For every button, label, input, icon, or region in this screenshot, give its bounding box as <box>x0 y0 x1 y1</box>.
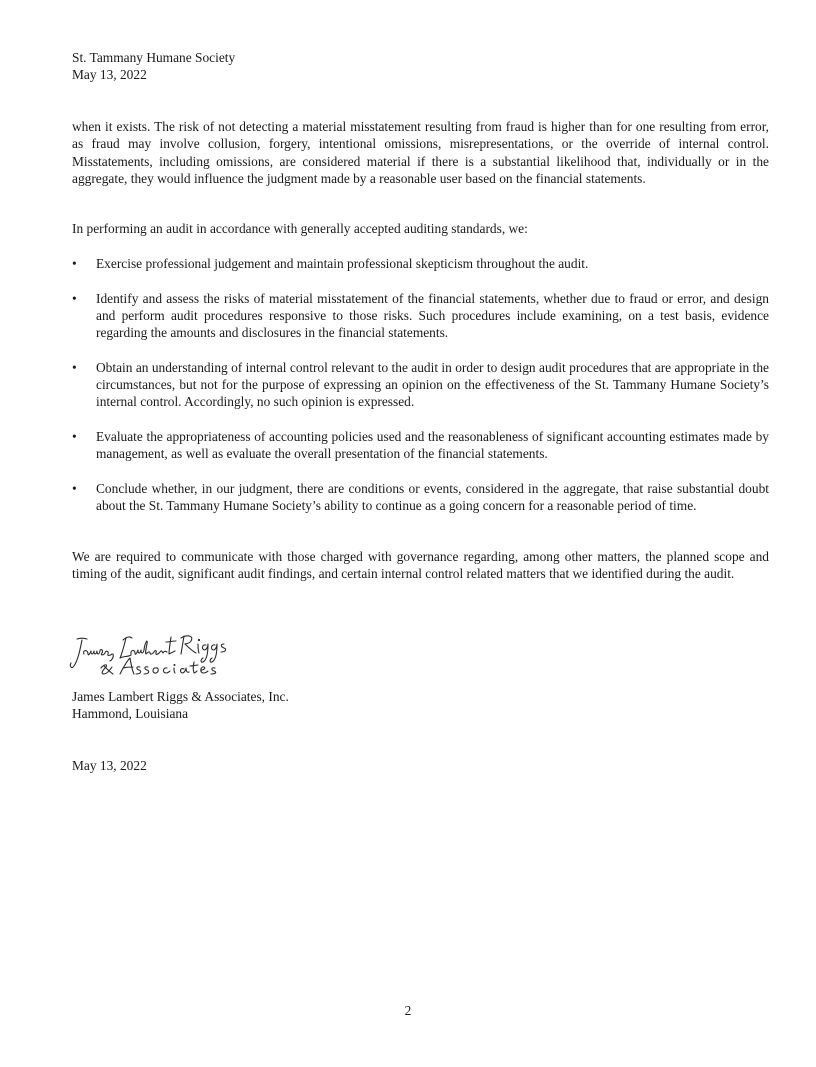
list-item-text: Obtain an understanding of internal control relevant to the audit in order to design audit procedures that are appropriate in the circumstances, but not for the purpose of expressing an opinion on the effectiveness of the St. Tammany Humane Society’s internal control. Accordingly, no such opinion is expressed. <box>96 359 769 410</box>
header-date: May 13, 2022 <box>72 67 147 83</box>
list-item-text: Exercise professional judgement and maintain professional skepticism throughout the audit. <box>96 256 589 271</box>
bullet-icon: • <box>72 428 77 444</box>
organization-name: St. Tammany Humane Society <box>72 50 236 65</box>
bullet-icon: • <box>72 480 77 496</box>
audit-procedures-list <box>72 255 769 532</box>
letter-header <box>72 49 235 84</box>
list-item <box>72 359 769 411</box>
handwritten-signature <box>68 632 278 676</box>
continuation-paragraph: when it exists. The risk of not detecting a material misstatement resulting from fraud is higher than for one resulting from error, as fraud may involve collusion, forgery, intentional omissions, misrepresentations, or the override of internal control. Misstatements, including omissions, are considered material if there is a substantial likelihood that, individually or in the aggregate, they would influence the judgment made by a reasonable user based on the financial statements. <box>72 119 769 186</box>
page-number: 2 <box>404 1003 412 1018</box>
list-item-text: Evaluate the appropriateness of accounting policies used and the reasonableness of significant accounting estimates made by management, as well as evaluate the overall presentation of the financial statements. <box>96 428 769 462</box>
list-item-text: Identify and assess the risks of material misstatement of the financial statements, whether due to fraud or error, and design and perform audit procedures responsive to those risks. Such procedures include examining, on a test basis, evidence regarding the amounts and disclosures in the financial statements. <box>96 290 769 341</box>
bullet-icon: • <box>72 359 77 375</box>
closing-date: May 13, 2022 <box>72 758 147 773</box>
firm-name: James Lambert Riggs & Associates, Inc. <box>72 689 289 704</box>
bullet-icon: • <box>72 256 77 271</box>
intro-paragraph: In performing an audit in accordance with generally accepted auditing standards, we: <box>72 221 528 236</box>
firm-block <box>72 688 289 723</box>
list-item-text: Conclude whether, in our judgment, there are conditions or events, considered in the aggregate, that raise substantial doubt about the St. Tammany Humane Society’s ability to continue as a going concern for a reasonable period of time. <box>96 480 769 514</box>
bullet-icon: • <box>72 290 77 306</box>
list-item <box>72 290 769 342</box>
firm-location: Hammond, Louisiana <box>72 706 189 722</box>
list-item <box>72 255 769 272</box>
closing-paragraph: We are required to communicate with those charged with governance regarding, among other matters, the planned scope and timing of the audit, significant audit findings, and certain internal control related matters that we identified during the audit. <box>72 549 769 582</box>
list-item <box>72 480 769 515</box>
list-item <box>72 428 769 463</box>
